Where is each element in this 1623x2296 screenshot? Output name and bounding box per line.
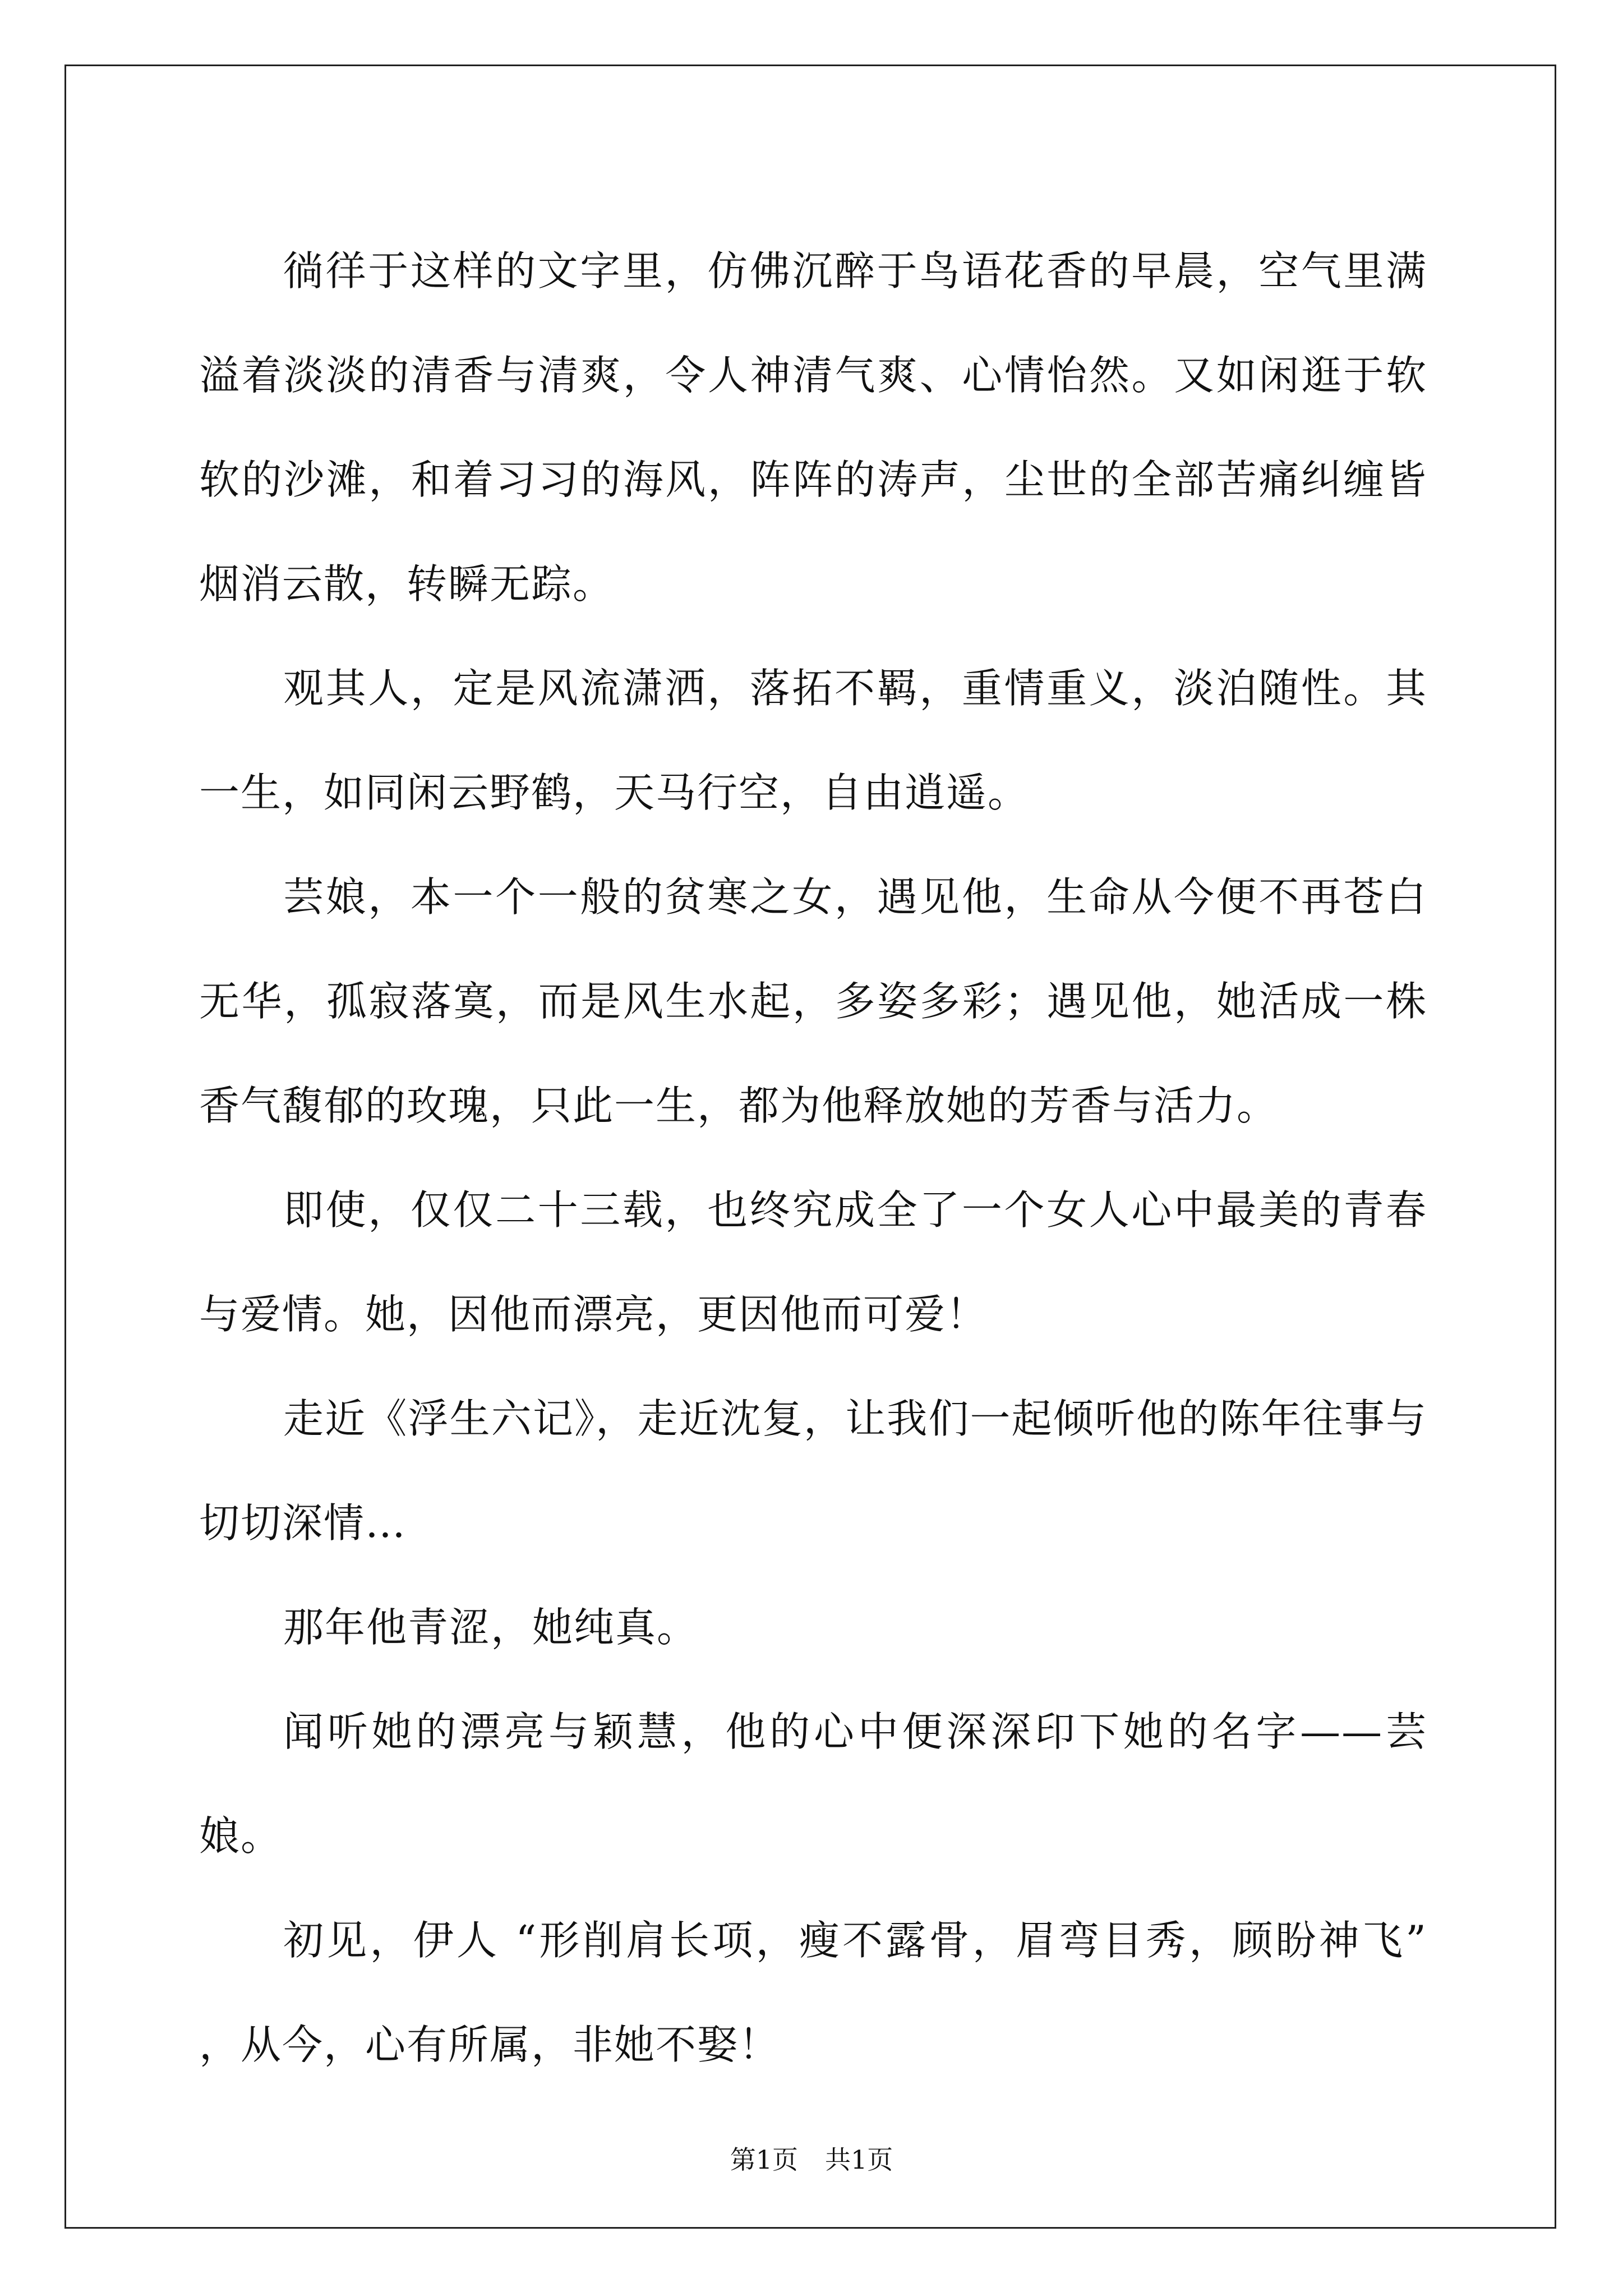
paragraph: 芸娘，本一个一般的贫寒之女，遇见他，生命从今便不再苍白无华，孤寂落寞，而是风生水起，多姿多彩；遇见他，她活成一株香气馥郁的玫瑰，只此一生，都为他释放她的芳香与活力。 xyxy=(199,873,1427,1129)
paragraph: 徜徉于这样的文字里，仿佛沉醉于鸟语花香的早晨，空气里满溢着淡淡的清香与清爽，令人神清气爽、心情怡然。又如闲逛于软软的沙滩，和着习习的海风，阵阵的涛声，尘世的全部苦痛纠缠皆烟消云散，转瞬无踪。 xyxy=(199,247,1427,608)
paragraph: 初见，伊人 “形削肩长项，瘦不露骨，眉弯目秀，顾盼神飞” ，从今，心有所属，非她不娶！ xyxy=(199,1917,1427,2068)
paragraph: 那年他青涩，她纯真。 xyxy=(283,1604,699,1651)
page-footer xyxy=(0,2143,1623,2177)
paragraph: 即使，仅仅二十三载，也终究成全了一个女人心中最美的青春与爱情。她，因他而漂亮，更因他而可爱！ xyxy=(199,1186,1427,1338)
paragraph: 走近《浮生六记》，走近沈复，让我们一起倾听他的陈年往事与切切深情… xyxy=(199,1395,1427,1547)
page-number: 第1页 xyxy=(730,2145,798,2175)
paragraph: 闻听她的漂亮与颖慧，他的心中便深深印下她的名字——芸娘。 xyxy=(199,1708,1427,1860)
page-total: 共1页 xyxy=(825,2145,893,2175)
document-body xyxy=(199,219,1427,2097)
paragraph: 观其人，定是风流潇洒，落拓不羁，重情重义，淡泊随性。其一生，如同闲云野鹤，天马行空，自由逍遥。 xyxy=(199,665,1427,816)
